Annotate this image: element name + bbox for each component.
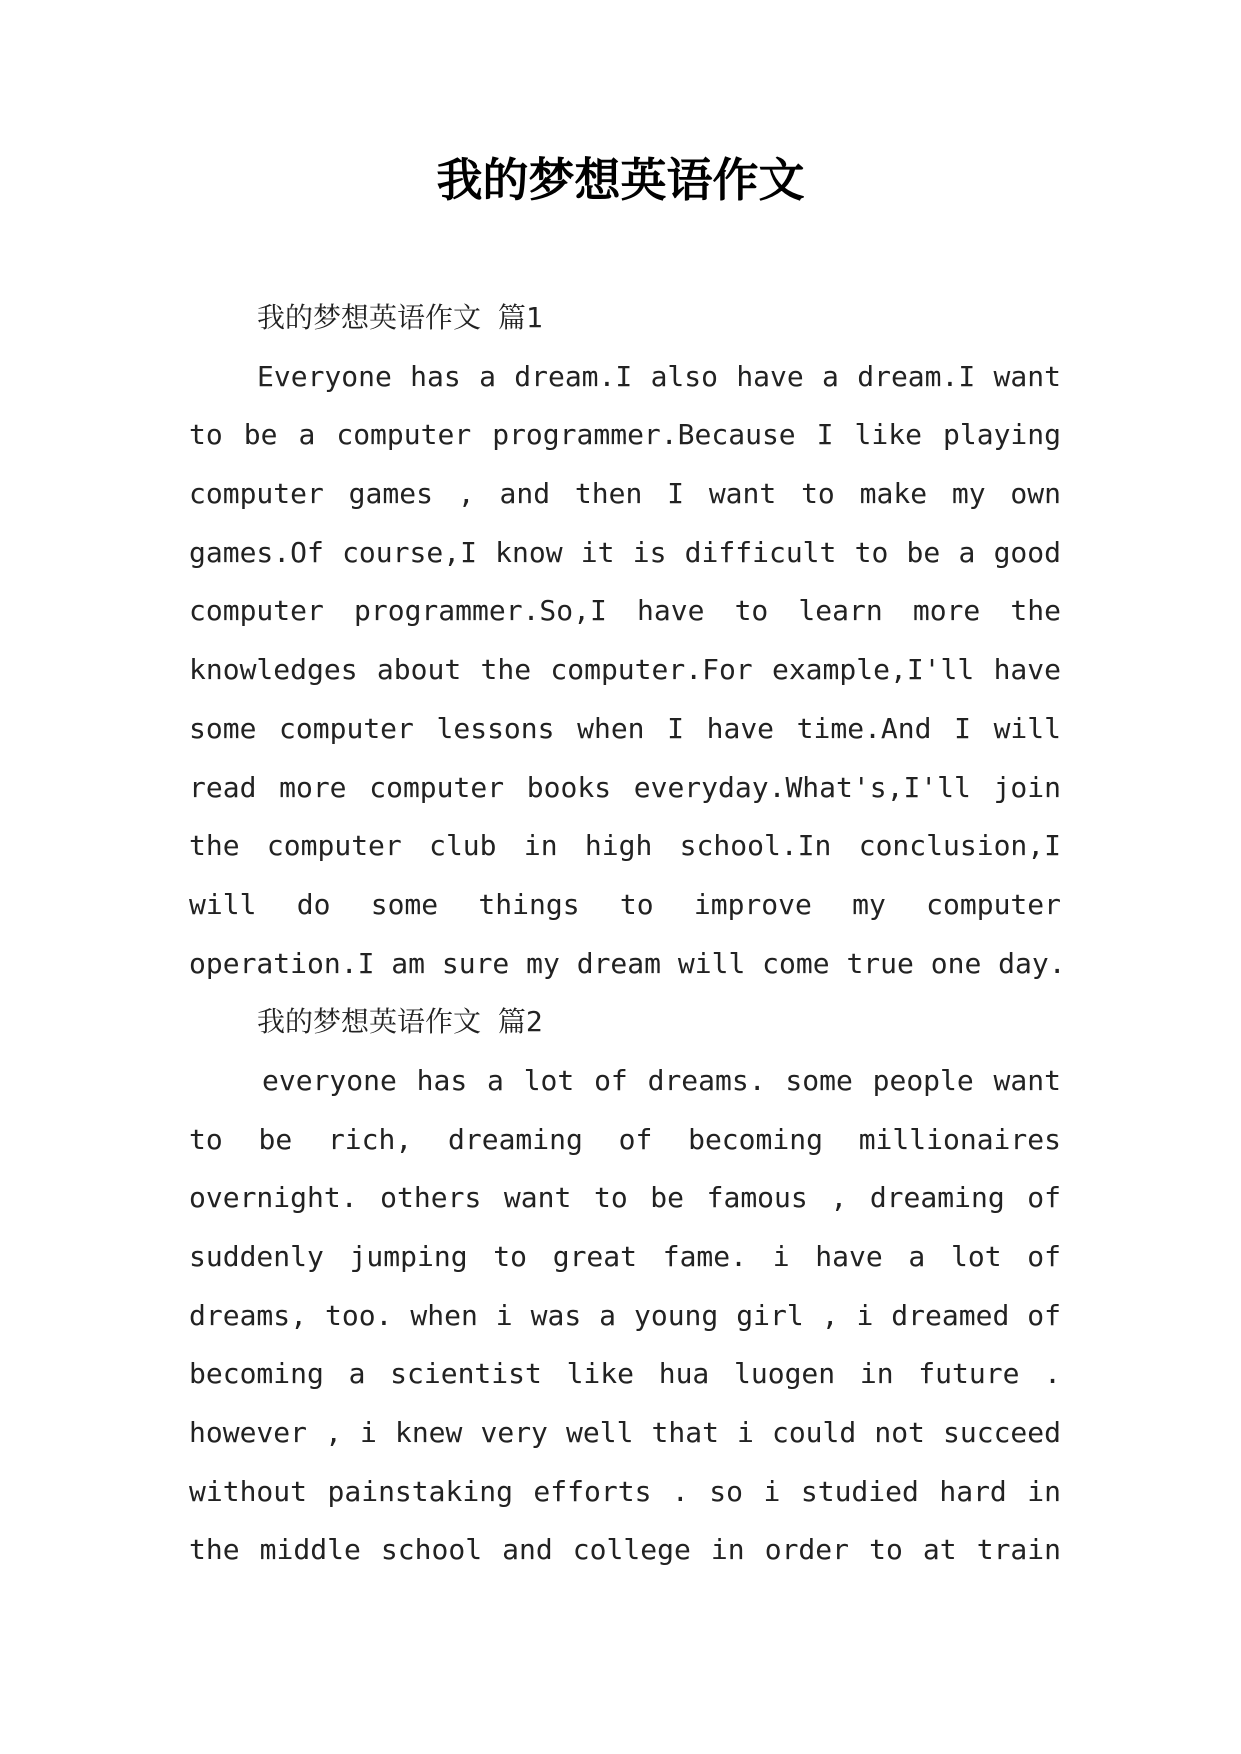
paragraph-line: computer games , and then I want to make my own [189,477,1061,511]
paragraph-line: some computer lessons when I have time.And I will [189,711,1061,745]
document-body [189,289,1066,1580]
paragraph-line: knowledges about the computer.For example,I'll have [189,653,1061,687]
paragraph-line: will do some things to improve my computer [189,887,1061,921]
paragraph-line: everyone has a lot of dreams. some people want [262,1063,1061,1097]
document-title: 我的梦想英语作文 [436,153,805,207]
section-2-paragraph [189,1052,1061,1580]
paragraph-line: the computer club in high school.In conclusion,I [189,829,1061,863]
section-heading-1: 我的梦想英语作文 篇1 [257,301,543,334]
paragraph-line: overnight. others want to be famous , dreaming of [189,1181,1061,1215]
paragraph-line: becoming a scientist like hua luogen in future . [189,1357,1061,1391]
paragraph-line: games.Of course,I know it is difficult to be a good [189,535,1061,569]
paragraph-line: operation.I am sure my dream will come true one day. [189,946,1066,980]
paragraph-line: read more computer books everyday.What's,I'll join [189,770,1061,804]
paragraph-line: without painstaking efforts . so i studied hard in [189,1474,1061,1508]
paragraph-line: however , i knew very well that i could not succeed [189,1416,1061,1450]
paragraph-line: the middle school and college in order to at train [189,1533,1061,1567]
section-1-paragraph [189,348,1066,994]
paragraph-line: to be a computer programmer.Because I like playing [189,418,1061,452]
paragraph-line: dreams, too. when i was a young girl , i dreamed of [189,1298,1061,1332]
paragraph-line: Everyone has a dream.I also have a dream.I want [257,359,1061,393]
paragraph-line: suddenly jumping to great fame. i have a lot of [189,1240,1061,1274]
section-heading-2: 我的梦想英语作文 篇2 [257,1005,543,1039]
paragraph-line: computer programmer.So,I have to learn more the [189,594,1061,628]
paragraph-line: to be rich, dreaming of becoming millionaires [189,1122,1061,1156]
